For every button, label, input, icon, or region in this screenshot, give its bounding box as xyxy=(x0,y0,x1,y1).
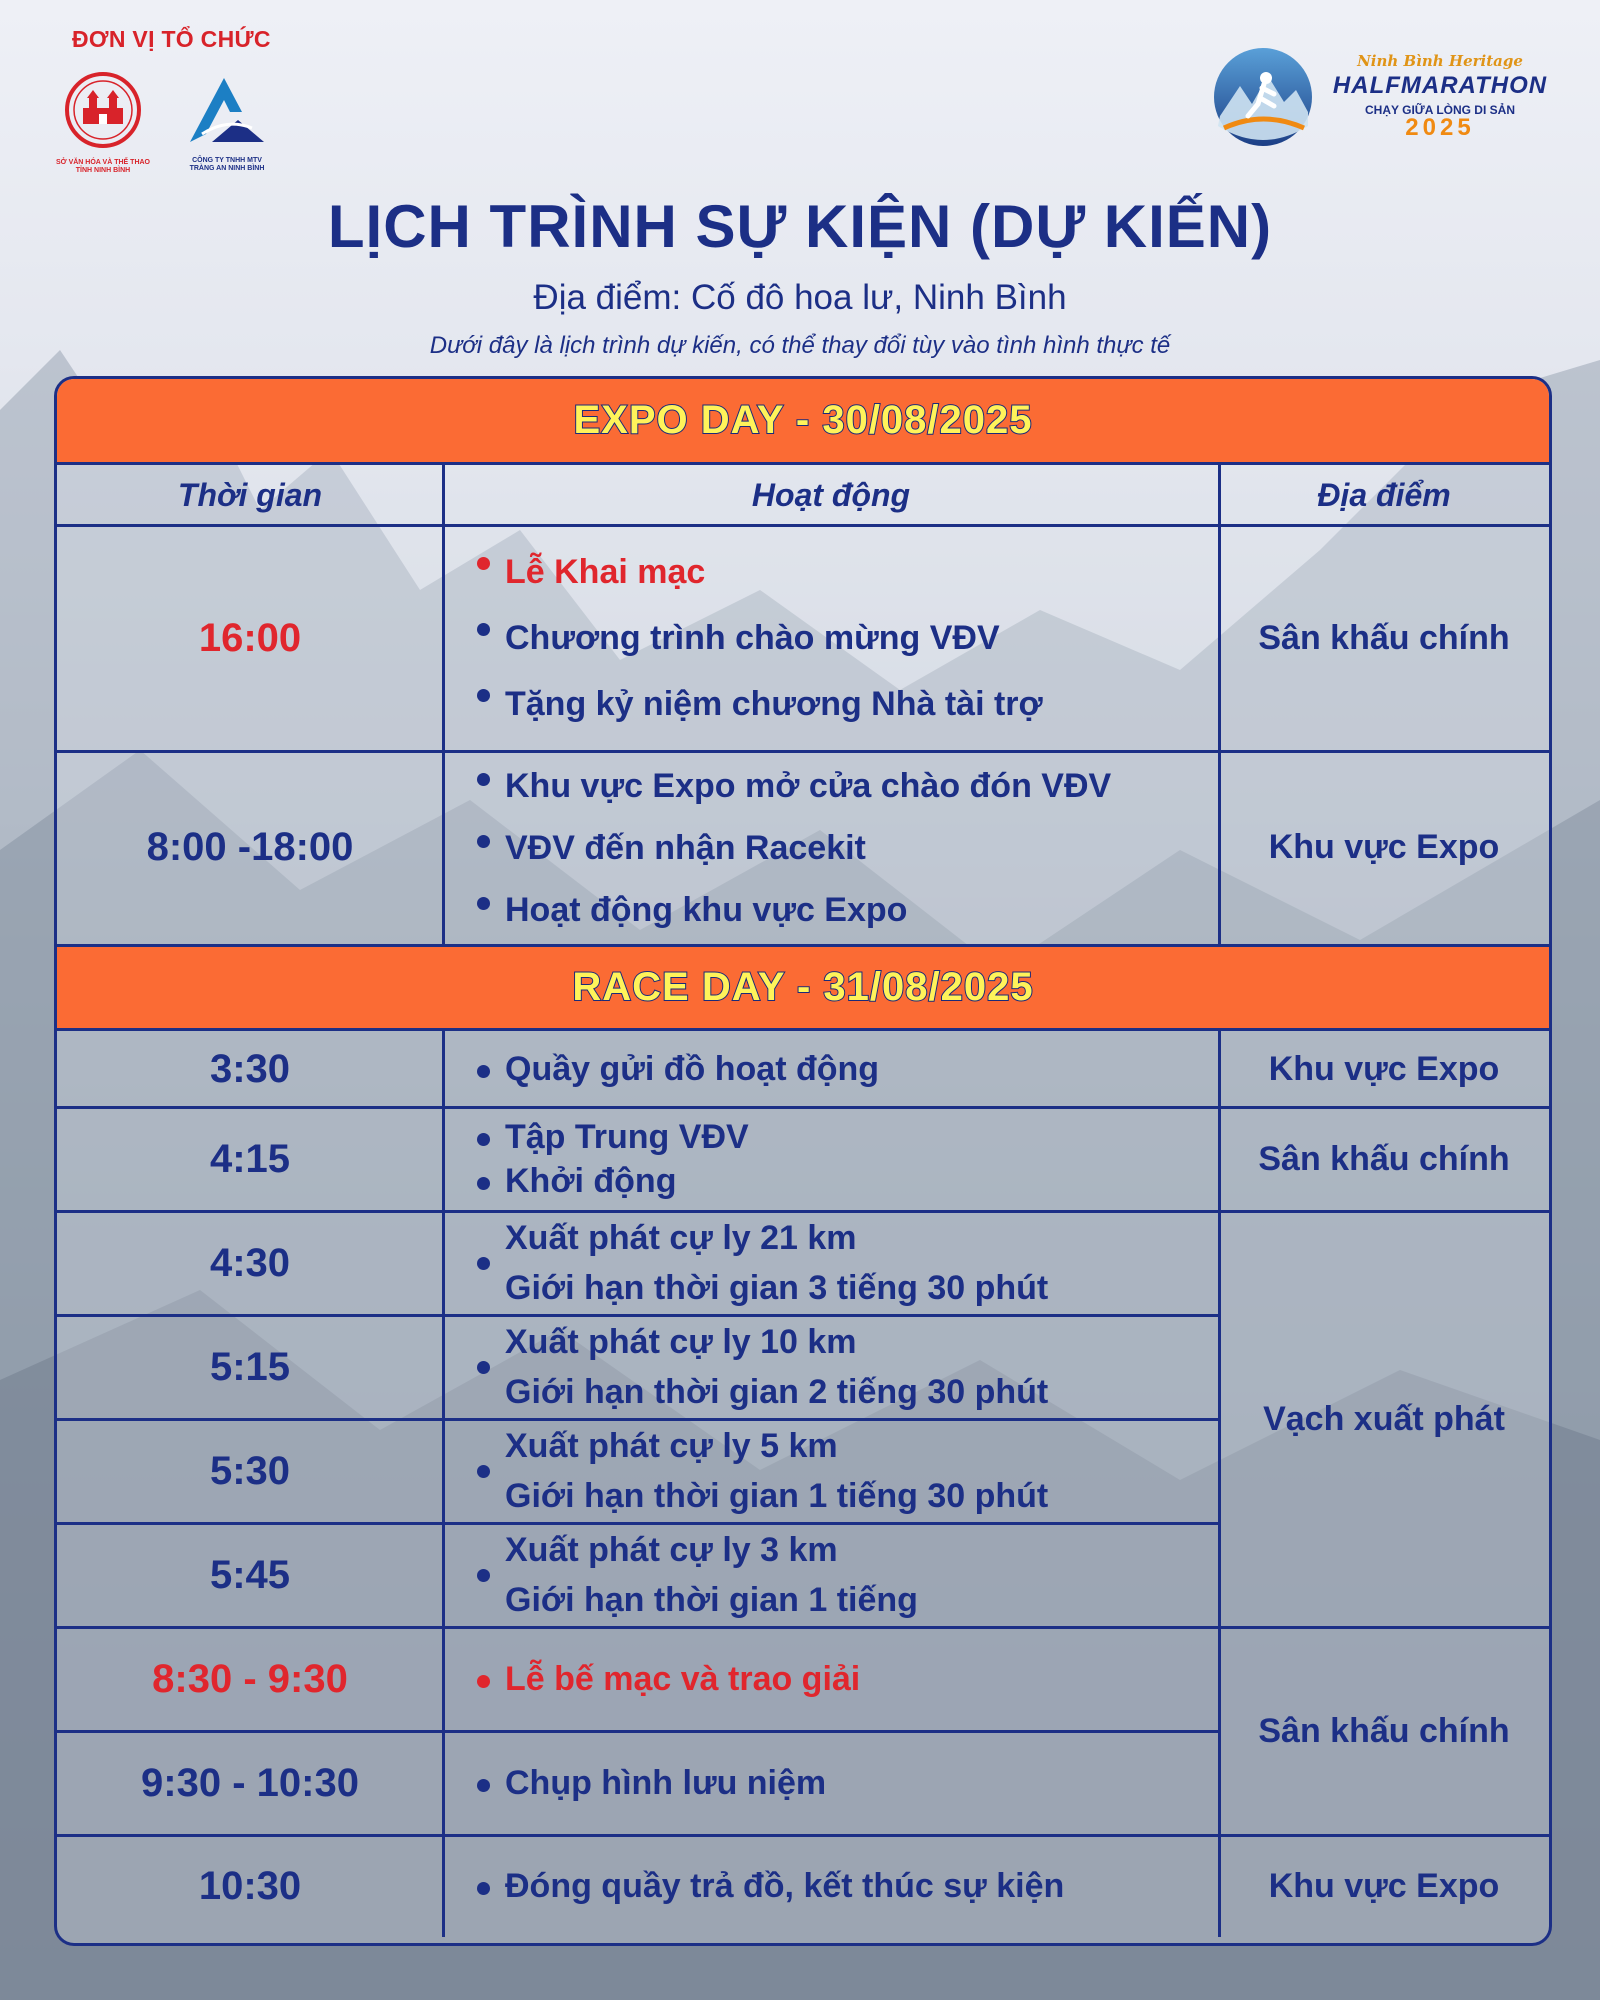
race-day-banner-text: RACE DAY - 31/08/2025 xyxy=(572,965,1034,1009)
location-line: Địa điểm: Cố đô hoa lư, Ninh Bình xyxy=(533,278,1067,317)
race-row1-place: Khu vực Expo xyxy=(1268,1049,1500,1088)
divider xyxy=(57,1626,1549,1629)
schedule-note: Dưới đây là lịch trình dự kiến, có thể thay đổi tùy vào tình hình thực tế xyxy=(429,332,1171,359)
event-tagline: CHẠY GIỮA LÒNG DI SẢN xyxy=(1365,103,1515,117)
race-row3-activities xyxy=(443,1211,1219,1315)
event-name: HALFMARATHON xyxy=(1332,72,1548,99)
start-distance: Xuất phát cự ly 21 km xyxy=(505,1219,857,1257)
list-item: VĐV đến nhận Racekit xyxy=(477,817,1209,879)
divider xyxy=(57,524,1549,527)
expo-row1-time: 16:00 xyxy=(198,615,302,660)
time-limit: Giới hạn thời gian 2 tiếng 30 phút xyxy=(505,1373,1049,1411)
column-header-activity: Hoạt động xyxy=(751,476,911,513)
list-item xyxy=(477,1525,1209,1625)
org1-caption-line1: SỞ VĂN HÓA VÀ THỂ THAO xyxy=(56,159,150,166)
race-day-banner xyxy=(57,944,1549,1031)
start-distance: Xuất phát cự ly 3 km xyxy=(505,1531,838,1569)
list-item: Khu vực Expo mở cửa chào đón VĐV xyxy=(477,755,1209,817)
trang-an-company-logo xyxy=(172,72,282,173)
expo-day-banner xyxy=(57,379,1549,465)
expo-row2-place: Khu vực Expo xyxy=(1268,828,1500,866)
column-header-place: Địa điểm xyxy=(1317,476,1451,513)
event-wordmark xyxy=(1320,52,1560,139)
divider xyxy=(1218,465,1221,944)
main-stage-place: Sân khấu chính xyxy=(1258,1711,1510,1750)
divider xyxy=(57,1522,1219,1525)
divider xyxy=(57,1314,1219,1317)
race-row5-activities xyxy=(443,1419,1219,1523)
org1-caption-line2: TỈNH NINH BÌNH xyxy=(75,167,131,174)
divider xyxy=(1218,1031,1221,1937)
list-item: Tập Trung VĐV xyxy=(477,1115,1209,1159)
organizer-label: ĐƠN VỊ TỔ CHỨC xyxy=(72,26,271,52)
list-item: Lễ Khai mạc xyxy=(477,539,1209,605)
race-row6-activities xyxy=(443,1523,1219,1627)
race-row4-time: 5:15 xyxy=(209,1344,291,1389)
race-row9-activities xyxy=(443,1835,1219,1937)
list-item: Tặng kỷ niệm chương Nhà tài trợ xyxy=(477,671,1209,737)
list-item xyxy=(477,1213,1209,1313)
race-row7-time: 8:30 - 9:30 xyxy=(152,1656,348,1701)
org2-caption-line1: CÔNG TY TNHH MTV xyxy=(192,157,262,164)
start-line-place: Vạch xuất phát xyxy=(1263,1399,1505,1438)
race-row3-time: 4:30 xyxy=(209,1240,291,1285)
race-row5-time: 5:30 xyxy=(209,1448,291,1493)
page-title: LỊCH TRÌNH SỰ KIỆN (DỰ KIẾN) xyxy=(327,193,1273,260)
race-row2-time: 4:15 xyxy=(209,1136,291,1181)
race-row2-activities xyxy=(443,1107,1219,1211)
race-row2-place: Sân khấu chính xyxy=(1258,1139,1510,1178)
citadel-emblem-icon xyxy=(63,70,143,150)
time-limit: Giới hạn thời gian 1 tiếng xyxy=(505,1581,918,1619)
runner-badge-icon xyxy=(1212,46,1314,148)
divider xyxy=(442,1031,445,1937)
expo-row1-activities xyxy=(443,525,1219,751)
race-row1-activities xyxy=(443,1031,1219,1107)
list-item: Khởi động xyxy=(477,1159,1209,1203)
start-distance: Xuất phát cự ly 10 km xyxy=(505,1323,857,1361)
org2-caption-line2: TRÀNG AN NINH BÌNH xyxy=(189,165,265,172)
list-item: Hoạt động khu vực Expo xyxy=(477,879,1209,941)
trang-an-mountain-icon xyxy=(182,72,272,148)
divider xyxy=(57,1210,1549,1213)
race-row6-time: 5:45 xyxy=(209,1552,291,1597)
expo-day-banner-text: EXPO DAY - 30/08/2025 xyxy=(573,398,1033,442)
ninh-binh-culture-dept-logo xyxy=(48,70,158,175)
list-item: Chương trình chào mừng VĐV xyxy=(477,605,1209,671)
event-year: 2025 xyxy=(1405,114,1475,141)
divider xyxy=(57,1730,1219,1733)
column-header-time: Thời gian xyxy=(177,476,323,513)
schedule-table xyxy=(54,376,1552,1946)
divider xyxy=(442,465,445,944)
list-item xyxy=(477,1317,1209,1417)
divider xyxy=(57,1418,1219,1421)
expo-row1-place: Sân khấu chính xyxy=(1258,618,1510,657)
event-subtitle: Ninh Bình Heritage xyxy=(1357,52,1523,70)
race-row7-activities xyxy=(443,1627,1219,1731)
divider xyxy=(57,1834,1549,1837)
start-distance: Xuất phát cự ly 5 km xyxy=(505,1427,838,1465)
divider xyxy=(57,750,1549,753)
divider xyxy=(57,1106,1549,1109)
list-item: Chụp hình lưu niệm xyxy=(477,1761,1209,1805)
time-limit: Giới hạn thời gian 3 tiếng 30 phút xyxy=(505,1269,1049,1307)
race-row8-time: 9:30 - 10:30 xyxy=(141,1760,359,1805)
time-limit: Giới hạn thời gian 1 tiếng 30 phút xyxy=(505,1477,1049,1515)
expo-row2-activities xyxy=(443,751,1219,944)
list-item: Quầy gửi đồ hoạt động xyxy=(477,1047,1209,1091)
race-row4-activities xyxy=(443,1315,1219,1419)
race-row9-time: 10:30 xyxy=(198,1863,302,1908)
list-item: Đóng quầy trả đồ, kết thúc sự kiện xyxy=(477,1864,1209,1908)
list-item xyxy=(477,1421,1209,1521)
race-row1-time: 3:30 xyxy=(209,1046,291,1091)
race-row9-place: Khu vực Expo xyxy=(1268,1866,1500,1905)
list-item: Lễ bế mạc và trao giải xyxy=(477,1657,1209,1701)
race-row8-activities xyxy=(443,1731,1219,1835)
expo-row2-time: 8:00 -18:00 xyxy=(146,825,354,869)
